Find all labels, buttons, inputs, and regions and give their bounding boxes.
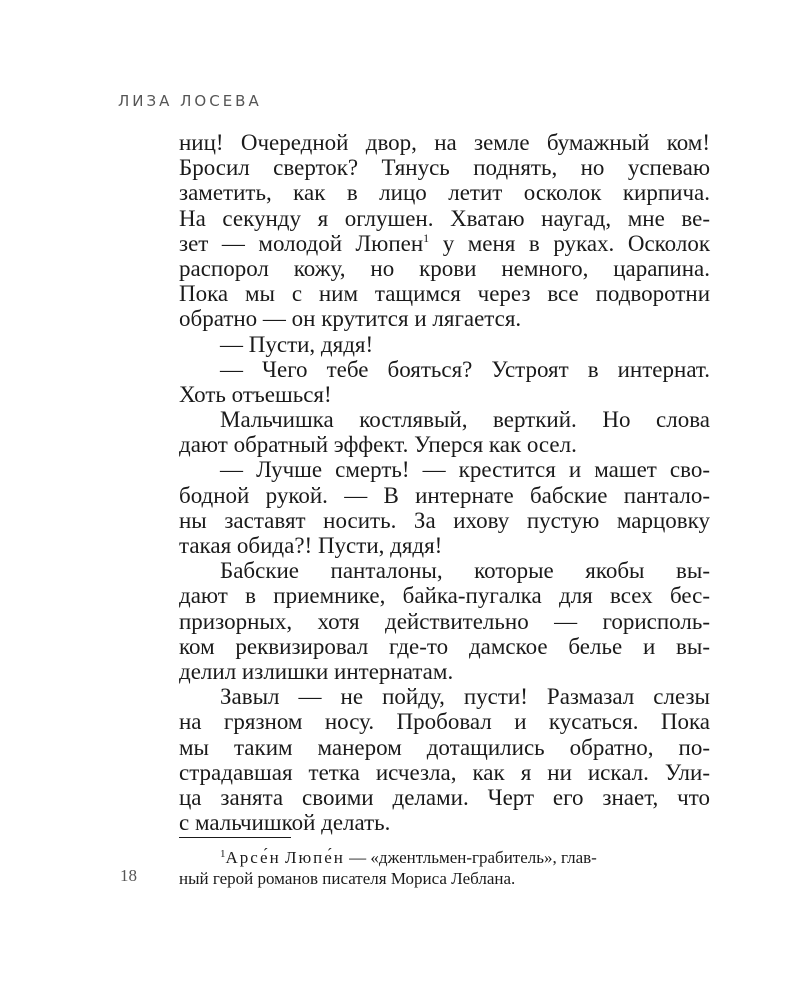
text-line: на грязном носу. Пробовал и кусаться. Пока <box>179 709 710 735</box>
text-line: такая обида?! Пусти, дядя! <box>179 533 443 558</box>
text-line: страдавшая тетка исчезла, как я ни искал. Ули- <box>179 759 710 785</box>
text-line: бодной рукой. — В интернате бабские панталo- <box>179 482 710 508</box>
text-line: Бабские панталоны, которые якобы вы- <box>220 558 710 584</box>
footnote-divider <box>179 837 291 838</box>
footnote-text: — «джентльмен-грабитель», глав- <box>344 848 597 867</box>
text-line: ком реквизировал где-то дамское белье и вы- <box>179 633 710 659</box>
page-number: 18 <box>120 866 137 885</box>
text-line: На секунду я оглушен. Хватаю наугад, мне ве- <box>179 205 710 231</box>
text-line: — Лучше смерть! — крестится и машет сво- <box>220 457 710 483</box>
text-line: Завыл — не пойду, пусти! Размазал слезы <box>220 684 710 710</box>
text-line: мы таким манером дотащились обратно, по- <box>179 734 710 760</box>
body-text <box>179 130 710 835</box>
text-line: дают обратный эффект. Уперся как осел. <box>179 432 577 458</box>
text-line: Хоть отъешься! <box>179 381 332 407</box>
text-line: распорол кожу, но крови немного, царапина. <box>179 255 710 281</box>
text-line: Мальчишка костлявый, верткий. Но слова <box>220 407 710 433</box>
footnote-reference: 1 <box>423 230 430 245</box>
footnote-name-part: Арсе́н <box>225 848 281 867</box>
text-line: дают в приемнике, байка-пугалка для всех бес- <box>179 583 710 609</box>
text-line: ца занята своими делами. Черт его знает, что <box>179 784 710 810</box>
footnote-line <box>179 847 710 868</box>
footnote-line: ный герой романов писателя Мориса Леблана. <box>179 869 516 888</box>
text-line: ниц! Очередной двор, на земле бумажный ком! <box>179 130 710 155</box>
text-line: заметить, как в лицо летит осколок кирпича. <box>179 180 710 206</box>
text-line: Пока мы с ним тащимся через все подворотни <box>179 281 710 307</box>
text-line-with-footnote-ref <box>179 231 710 256</box>
footnote-name-part: Люпе́н <box>284 848 345 867</box>
running-head: ЛИЗА ЛОСЕВА <box>118 92 262 110</box>
footnote <box>179 847 710 889</box>
text-line: — Чего тебе бояться? Устроят в интернат. <box>220 356 710 382</box>
text-line: делил излишки интернатам. <box>179 658 454 684</box>
text-line-part: у меня в руках. Осколок <box>429 230 711 256</box>
text-line: обратно — он крутится и лягается. <box>179 306 522 332</box>
text-line: ны заставят носить. За ихову пустую марцовку <box>179 507 710 533</box>
text-line: с мальчишкой делать. <box>179 810 391 836</box>
text-line: призорных, хотя действительно — горисполь- <box>179 608 710 634</box>
text-line: Бросил сверток? Тянусь поднять, но успеваю <box>179 155 710 181</box>
text-line: — Пусти, дядя! <box>220 331 374 357</box>
footnote-marker: 1 <box>220 848 226 860</box>
text-line-part: зет — молодой Люпен <box>179 230 424 256</box>
